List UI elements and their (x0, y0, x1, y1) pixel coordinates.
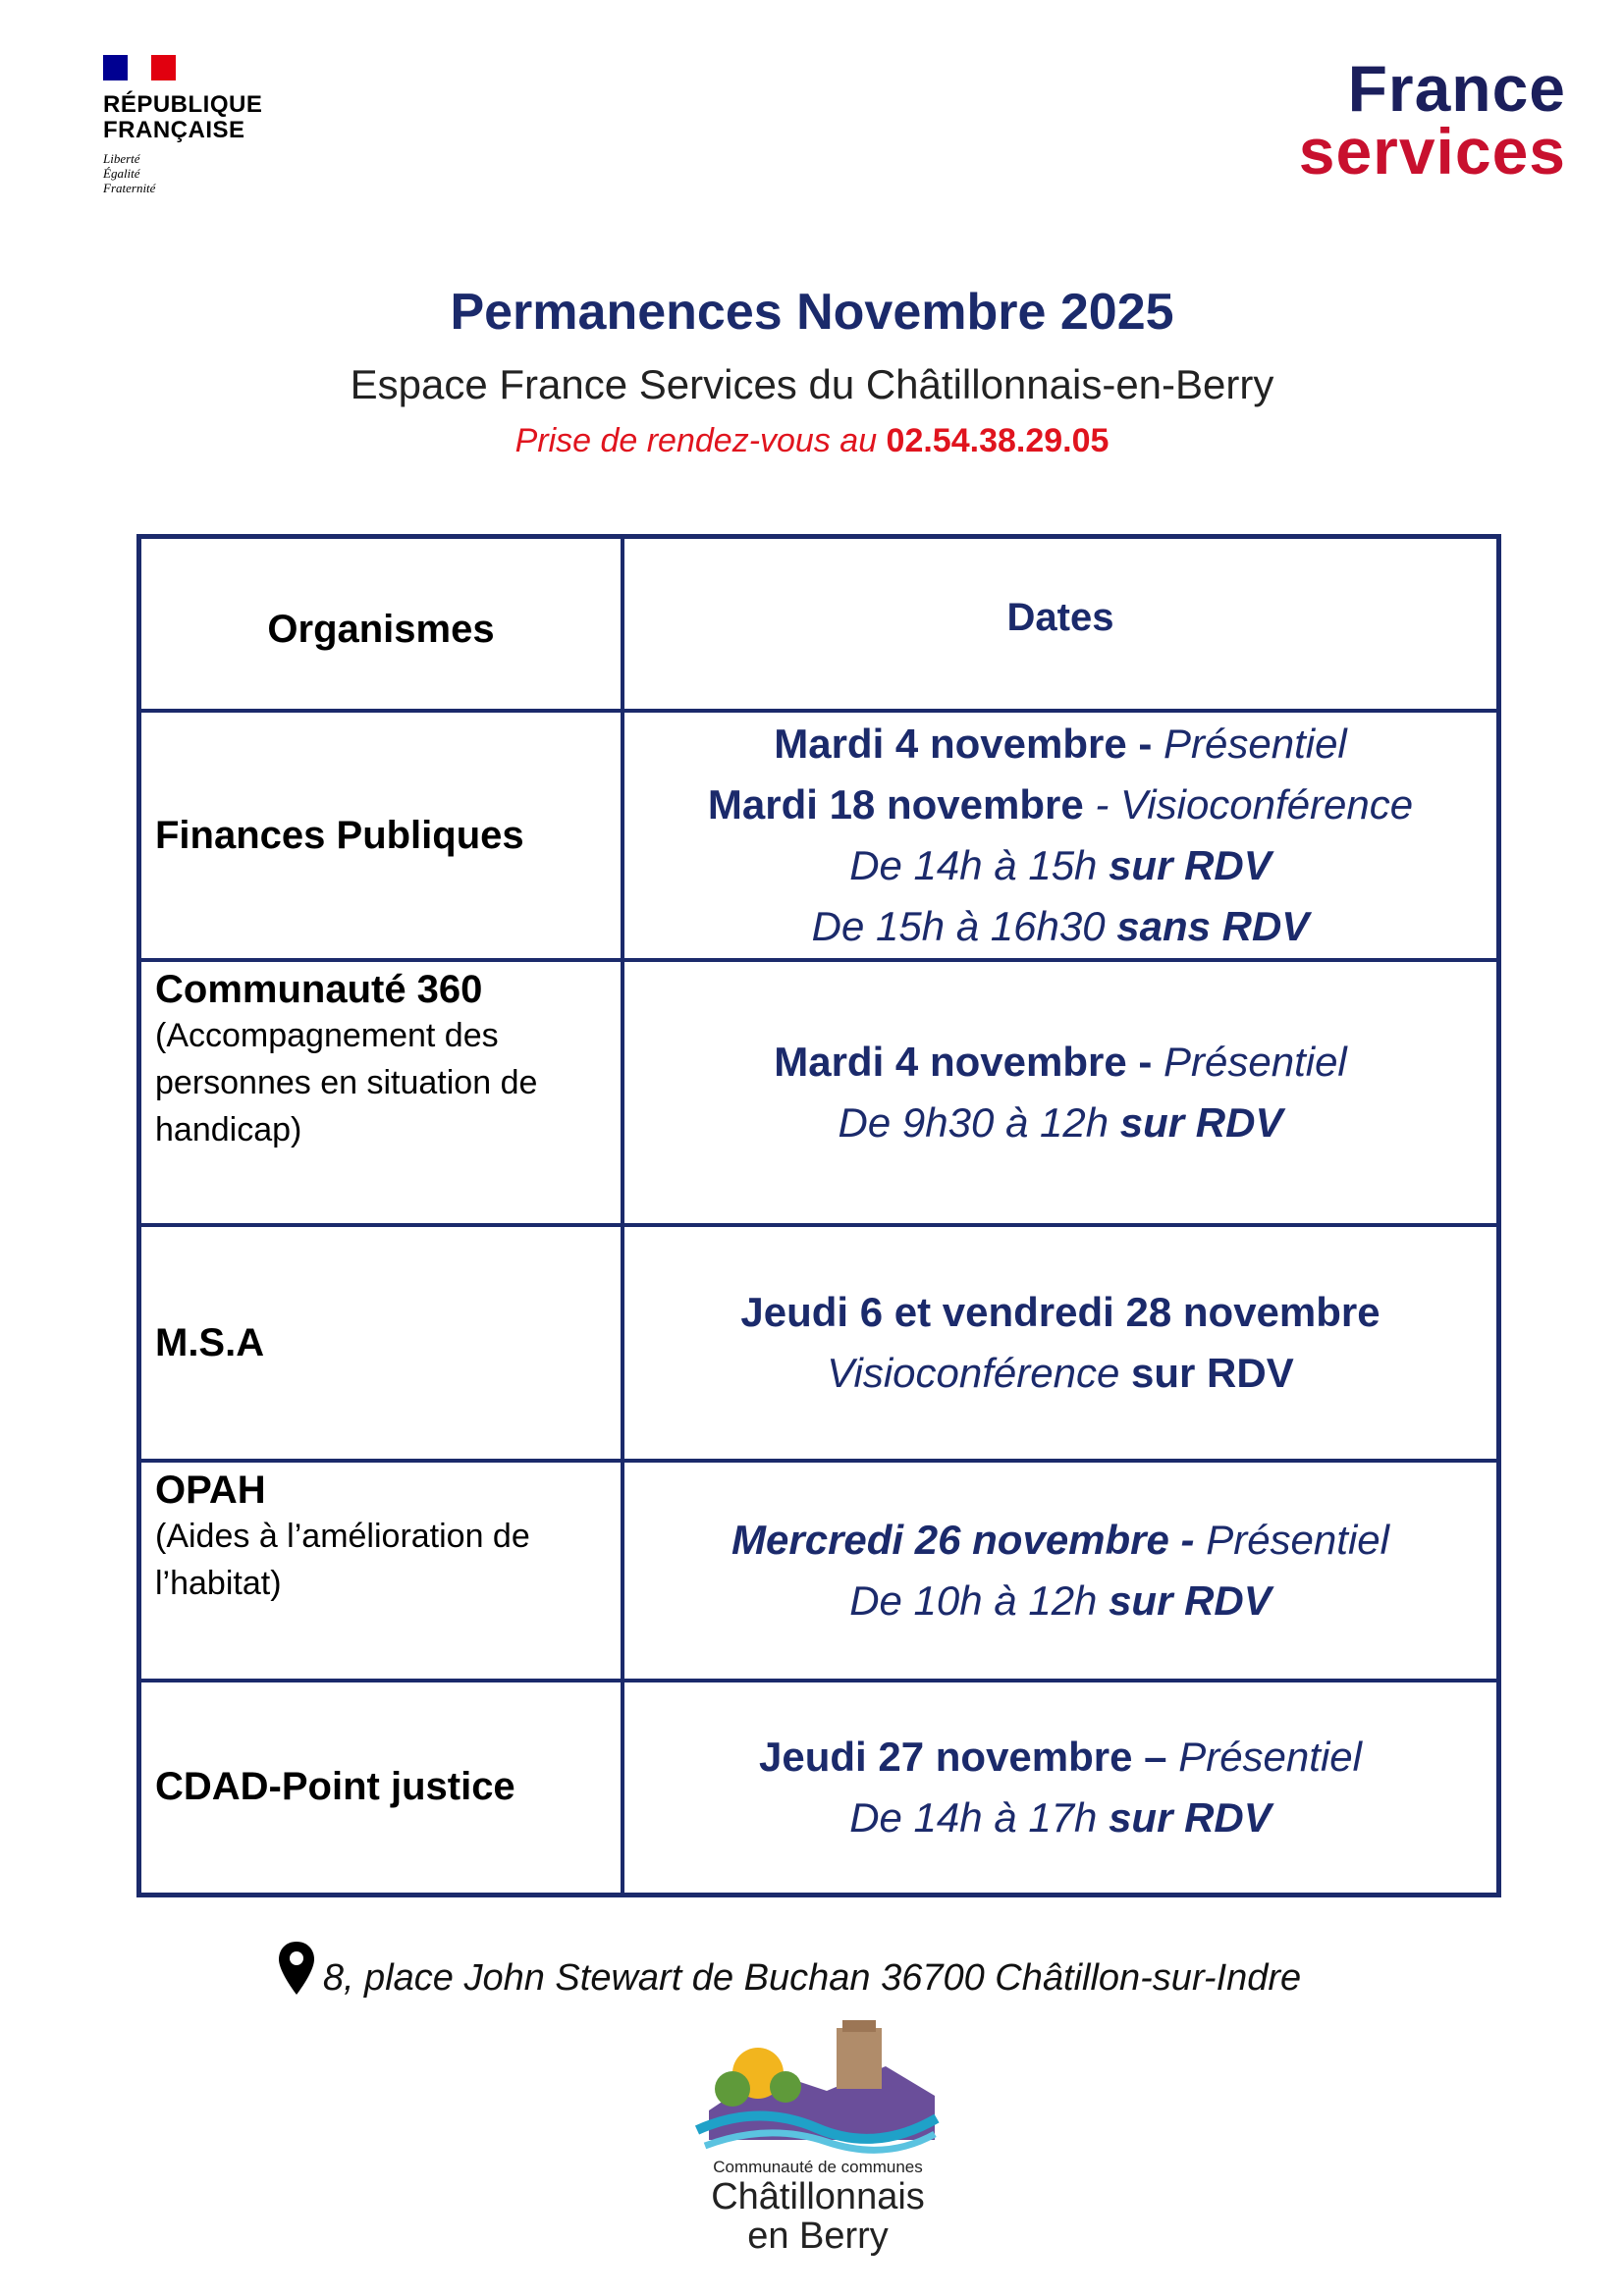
date-text: Jeudi 27 novembre – (759, 1733, 1179, 1780)
org-name: CDAD-Point justice (155, 1765, 515, 1809)
time-range: De 14h à 15h (849, 842, 1110, 888)
date-mode: Visioconférence (827, 1350, 1132, 1396)
date-text: Mardi 4 novembre - (774, 1039, 1164, 1085)
dates-cell (623, 711, 1499, 960)
time-range: De 14h à 17h (849, 1793, 1110, 1841)
rdv-mode: sans RDV (1116, 903, 1310, 949)
rf-motto-fraternite: Fraternité (103, 181, 156, 195)
french-flag-icon (103, 55, 176, 80)
table-header-row (139, 537, 1499, 712)
org-cell (139, 960, 623, 1225)
org-description: (Accompagnement des personnes en situation de handicap) (155, 1017, 538, 1148)
table-row (139, 1681, 1499, 1895)
table-row (139, 1225, 1499, 1461)
page-title: Permanences Novembre 2025 (450, 284, 1174, 341)
date-mode: Présentiel (1206, 1517, 1389, 1563)
dates-cell (623, 1461, 1499, 1681)
table-row (139, 1461, 1499, 1681)
rdv-mode: sur RDV (1131, 1350, 1294, 1396)
logo-caption-small: Communauté de communes (713, 2158, 923, 2176)
org-cell (139, 1681, 623, 1895)
org-name: M.S.A (155, 1320, 265, 1364)
date-mode: Présentiel (1164, 721, 1347, 767)
org-name: Finances Publiques (155, 813, 524, 857)
date-text: Mercredi 26 novembre - (731, 1517, 1207, 1563)
org-cell (139, 1225, 623, 1461)
logo-caption-line3: en Berry (747, 2216, 889, 2257)
org-name: Communauté 360 (155, 968, 483, 1011)
landscape-emblem-icon (689, 2012, 947, 2160)
date-mode: Présentiel (1178, 1733, 1362, 1780)
rf-motto-liberte: Liberté (103, 151, 140, 166)
header-dates: Dates (623, 537, 1499, 712)
time-range: De 9h30 à 12h (838, 1099, 1120, 1146)
appointment-phone: 02.54.38.29.05 (886, 422, 1110, 459)
date-mode: - Visioconférence (1083, 781, 1414, 828)
appointment-prefix: Prise de rendez-vous au (514, 422, 887, 459)
dates-cell (623, 1681, 1499, 1895)
table-row (139, 960, 1499, 1225)
chatillonnais-en-berry-logo (689, 2012, 947, 2258)
dates-cell (623, 960, 1499, 1225)
date-text: Mardi 4 novembre - (774, 721, 1164, 767)
table-row (139, 711, 1499, 960)
date-text: Mardi 18 novembre (707, 781, 1084, 828)
rf-name-line1: RÉPUBLIQUE (103, 91, 263, 118)
time-range: De 10h à 12h (849, 1577, 1110, 1624)
address-line: 8, place John Stewart de Buchan 36700 Châtillon-sur-Indre (322, 1957, 1302, 1999)
republique-francaise-logo (103, 55, 299, 212)
org-cell (139, 711, 623, 960)
dates-cell (623, 1225, 1499, 1461)
fs-logo-services: services (1298, 115, 1566, 187)
appointment-line (0, 422, 1624, 460)
rdv-mode: sur RDV (1109, 842, 1272, 888)
logo-caption-line2: Châtillonnais (711, 2176, 925, 2217)
time-range: De 15h à 16h30 (811, 903, 1117, 949)
rdv-mode: sur RDV (1109, 1793, 1272, 1841)
rdv-mode: sur RDV (1109, 1577, 1272, 1624)
page-subtitle: Espace France Services du Châtillonnais-en-Berry (350, 361, 1274, 407)
org-name: OPAH (155, 1468, 266, 1512)
fs-logo-france: France (1347, 52, 1566, 125)
org-description: (Aides à l’amélioration de l’habitat) (155, 1518, 530, 1602)
permanences-table (136, 534, 1501, 1897)
rf-name-line2: FRANÇAISE (103, 117, 245, 143)
date-mode: Présentiel (1164, 1039, 1347, 1085)
header-organismes: Organismes (139, 537, 623, 712)
org-cell (139, 1461, 623, 1681)
rdv-mode: sur RDV (1119, 1099, 1283, 1146)
date-text: Jeudi 6 et vendredi 28 novembre (740, 1289, 1380, 1335)
rf-motto-egalite: Égalité (103, 166, 140, 181)
france-services-logo (1272, 52, 1566, 187)
